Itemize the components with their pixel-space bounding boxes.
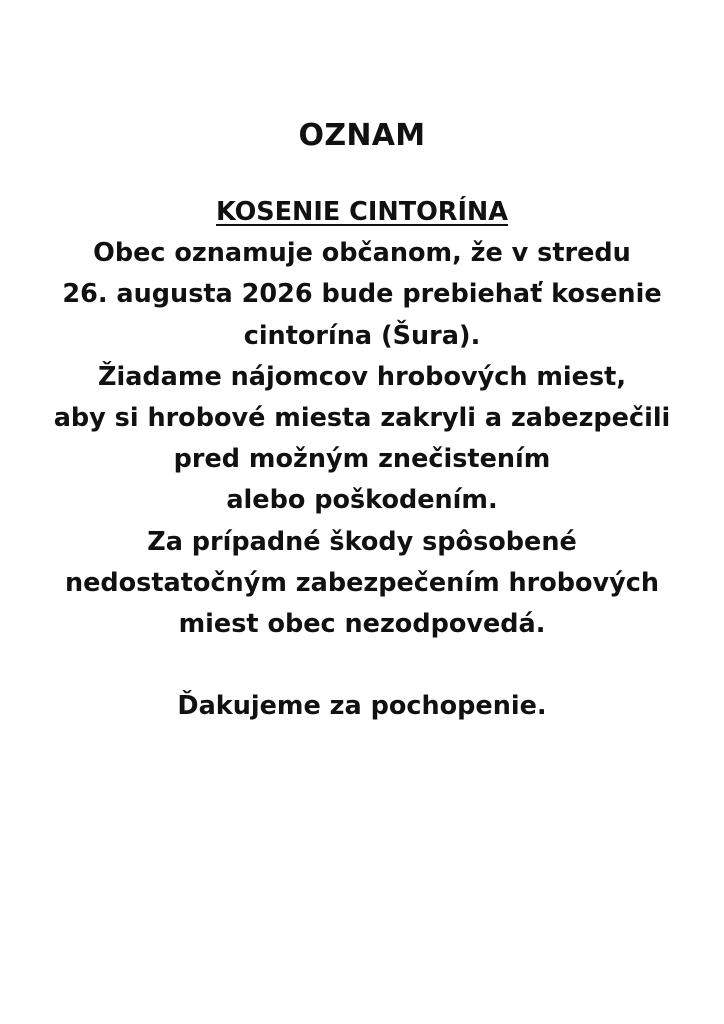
- notice-line: Žiadame nájomcov hrobových miest,: [97, 361, 627, 392]
- notice-closing: Ďakujeme za pochopenie.: [177, 691, 547, 722]
- notice-line: 26. augusta 2026 bude prebiehať kosenie: [62, 279, 662, 310]
- notice-line: Za prípadné škody spôsobené: [147, 526, 577, 557]
- notice-line: pred možným znečistením: [173, 444, 551, 475]
- notice-line: alebo poškodením.: [226, 485, 498, 516]
- notice-title: OZNAM: [298, 118, 426, 153]
- blank-line: [0, 645, 724, 686]
- notice-line: Obec oznamuje občanom, že v stredu: [93, 238, 631, 269]
- notice-body: [0, 192, 724, 728]
- notice-line: miest obec nezodpovedá.: [178, 609, 546, 640]
- notice-subtitle: KOSENIE CINTORÍNA: [215, 197, 509, 227]
- notice-line: aby si hrobové miesta zakryli a zabezpečili: [53, 403, 671, 434]
- notice-line: nedostatočným zabezpečením hrobových: [64, 567, 660, 598]
- notice-line: cintorína (Šura).: [243, 320, 481, 351]
